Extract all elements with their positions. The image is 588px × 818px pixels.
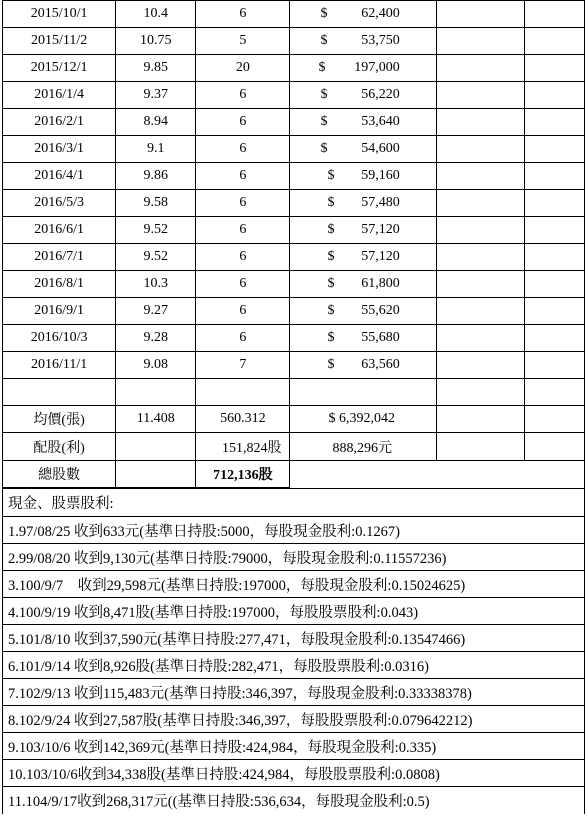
note-row (3, 544, 585, 571)
price-cell: 9.37 (116, 82, 196, 109)
amount-cell (290, 352, 436, 379)
dividend-shares: 151,824股 (196, 433, 290, 461)
currency-symbol: $ (318, 60, 326, 75)
table-row (3, 28, 585, 55)
average-quantity: 560.312 (196, 405, 290, 433)
date-cell: 2015/10/1 (3, 1, 116, 28)
amount-value: 59,160 (361, 168, 400, 183)
price-cell: 9.86 (116, 163, 196, 190)
empty-cell (436, 298, 524, 325)
dividend-row (3, 433, 585, 461)
note-row (3, 625, 585, 652)
table-row (3, 109, 585, 136)
empty-cell (436, 55, 524, 82)
average-row (3, 405, 585, 433)
date-cell: 2016/2/1 (3, 109, 116, 136)
price-cell: 8.94 (116, 109, 196, 136)
price-cell: 9.08 (116, 352, 196, 379)
note-text: 6.101/9/14 收到8,926股(基準日持股:282,471，每股股票股利:0.0316) (3, 652, 585, 679)
currency-symbol: $ (320, 114, 328, 129)
date-cell: 2016/10/3 (3, 325, 116, 352)
date-cell: 2016/9/1 (3, 298, 116, 325)
table-row (3, 271, 585, 298)
date-cell: 2016/8/1 (3, 271, 116, 298)
amount-cell (290, 136, 436, 163)
quantity-cell: 6 (196, 163, 290, 190)
quantity-cell: 7 (196, 352, 290, 379)
dividend-cash: 888,296元 (290, 433, 436, 461)
note-row (3, 517, 585, 544)
note-text: 3.100/9/7 收到29,598元(基準日持股:197000，每股現金股利:0.15024625) (3, 571, 585, 598)
quantity-cell: 6 (196, 109, 290, 136)
date-cell: 2016/1/4 (3, 82, 116, 109)
empty-cell (436, 163, 524, 190)
quantity-cell: 20 (196, 55, 290, 82)
currency-symbol: $ (327, 276, 335, 291)
date-cell: 2016/4/1 (3, 163, 116, 190)
amount-cell (290, 217, 436, 244)
amount-cell (290, 82, 436, 109)
amount-value: 54,600 (361, 141, 400, 156)
amount-value: 62,400 (361, 6, 400, 21)
quantity-cell: 6 (196, 190, 290, 217)
table-row (3, 298, 585, 325)
empty-cell (524, 1, 584, 28)
summary-section (3, 379, 585, 488)
amount-value: 57,120 (361, 249, 400, 264)
quantity-cell: 6 (196, 217, 290, 244)
empty-cell (436, 244, 524, 271)
empty-cell (524, 298, 584, 325)
amount-value: 57,480 (361, 195, 400, 210)
amount-value: 55,620 (361, 303, 400, 318)
date-cell: 2016/11/1 (3, 352, 116, 379)
note-row (3, 652, 585, 679)
price-cell: 10.75 (116, 28, 196, 55)
price-cell: 9.85 (116, 55, 196, 82)
currency-symbol: $ (327, 168, 335, 183)
quantity-cell: 6 (196, 136, 290, 163)
empty-cell (524, 244, 584, 271)
note-text: 4.100/9/19 收到8,471股(基準日持股:197000，每股股票股利:0.043) (3, 598, 585, 625)
empty-cell (524, 55, 584, 82)
empty-cell (436, 82, 524, 109)
currency-symbol: $ (327, 330, 335, 345)
amount-value: 197,000 (354, 60, 400, 75)
table-row (3, 217, 585, 244)
amount-cell (290, 1, 436, 28)
table-row (3, 82, 585, 109)
amount-cell (290, 190, 436, 217)
average-price: 11.408 (116, 405, 196, 433)
total-shares-label: 總股數 (3, 460, 116, 488)
empty-cell (436, 325, 524, 352)
amount-cell (290, 244, 436, 271)
amount-cell (290, 298, 436, 325)
quantity-cell: 5 (196, 28, 290, 55)
price-cell: 9.1 (116, 136, 196, 163)
amount-cell (290, 28, 436, 55)
empty-cell (524, 190, 584, 217)
empty-cell (524, 136, 584, 163)
total-shares-row (3, 460, 585, 488)
amount-cell (290, 163, 436, 190)
table-row (3, 136, 585, 163)
table-row (3, 244, 585, 271)
dividend-notes-body (3, 489, 585, 814)
dividend-notes (2, 488, 585, 814)
empty-cell (436, 136, 524, 163)
empty-cell (524, 163, 584, 190)
empty-cell (436, 271, 524, 298)
date-cell: 2015/11/2 (3, 28, 116, 55)
notes-header: 現金、股票股利: (3, 489, 585, 517)
empty-cell (524, 217, 584, 244)
quantity-cell: 6 (196, 271, 290, 298)
note-row (3, 679, 585, 706)
amount-cell (290, 271, 436, 298)
purchase-table-body (3, 1, 585, 379)
empty-cell (436, 1, 524, 28)
price-cell: 9.27 (116, 298, 196, 325)
purchase-table (2, 0, 585, 488)
dividend-label: 配股(利) (3, 433, 116, 461)
quantity-cell: 6 (196, 1, 290, 28)
average-amount: $ 6,392,042 (290, 405, 436, 433)
amount-value: 61,800 (361, 276, 400, 291)
total-shares-value: 712,136股 (196, 460, 290, 488)
note-row (3, 787, 585, 814)
empty-cell (524, 352, 584, 379)
note-text: 2.99/08/20 收到9,130元(基準日持股:79000，每股現金股利:0.11557236) (3, 544, 585, 571)
currency-symbol: $ (327, 303, 335, 318)
amount-value: 57,120 (361, 222, 400, 237)
empty-cell (524, 271, 584, 298)
amount-value: 55,680 (361, 330, 400, 345)
note-text: 10.103/10/6收到34,338股(基準日持股:424,984，每股股票股利:0.0808) (3, 760, 585, 787)
date-cell: 2016/5/3 (3, 190, 116, 217)
note-text: 9.103/10/6 收到142,369元(基準日持股:424,984，每股現金股利:0.335) (3, 733, 585, 760)
note-row (3, 571, 585, 598)
currency-symbol: $ (320, 141, 328, 156)
price-cell: 9.58 (116, 190, 196, 217)
price-cell: 9.52 (116, 217, 196, 244)
table-row (3, 190, 585, 217)
note-text: 7.102/9/13 收到115,483元(基準日持股:346,397，每股現金股利:0.33338378) (3, 679, 585, 706)
empty-cell (436, 217, 524, 244)
note-text: 8.102/9/24 收到27,587股(基準日持股:346,397，每股股票股利:0.079642212) (3, 706, 585, 733)
empty-cell (524, 82, 584, 109)
quantity-cell: 6 (196, 298, 290, 325)
empty-cell (436, 352, 524, 379)
note-text: 5.101/8/10 收到37,590元(基準日持股:277,471，每股現金股利:0.13547466) (3, 625, 585, 652)
empty-cell (436, 190, 524, 217)
empty-cell (436, 109, 524, 136)
blank-row (3, 379, 585, 406)
note-row (3, 598, 585, 625)
price-cell: 10.4 (116, 1, 196, 28)
quantity-cell: 6 (196, 325, 290, 352)
date-cell: 2016/3/1 (3, 136, 116, 163)
date-cell: 2016/6/1 (3, 217, 116, 244)
price-cell: 9.52 (116, 244, 196, 271)
currency-symbol: $ (320, 87, 328, 102)
stock-record-sheet (2, 0, 585, 814)
currency-symbol: $ (327, 249, 335, 264)
amount-value: 56,220 (361, 87, 400, 102)
note-text: 11.104/9/17收到268,317元((基準日持股:536,634，每股現金股利:0.5) (3, 787, 585, 814)
currency-symbol: $ (327, 222, 335, 237)
note-row (3, 733, 585, 760)
amount-value: 63,560 (361, 357, 400, 372)
empty-cell (436, 28, 524, 55)
amount-value: 53,750 (361, 33, 400, 48)
note-row (3, 760, 585, 787)
empty-cell (524, 109, 584, 136)
table-row (3, 163, 585, 190)
table-row (3, 325, 585, 352)
table-row (3, 1, 585, 28)
currency-symbol: $ (327, 357, 335, 372)
empty-cell (524, 325, 584, 352)
amount-cell (290, 55, 436, 82)
table-row (3, 352, 585, 379)
quantity-cell: 6 (196, 244, 290, 271)
currency-symbol: $ (327, 195, 335, 210)
notes-header-row (3, 489, 585, 517)
price-cell: 10.3 (116, 271, 196, 298)
currency-symbol: $ (320, 33, 328, 48)
date-cell: 2015/12/1 (3, 55, 116, 82)
quantity-cell: 6 (196, 82, 290, 109)
note-text: 1.97/08/25 收到633元(基準日持股:5000，每股現金股利:0.1267) (3, 517, 585, 544)
table-row (3, 55, 585, 82)
price-cell: 9.28 (116, 325, 196, 352)
date-cell: 2016/7/1 (3, 244, 116, 271)
note-row (3, 706, 585, 733)
amount-cell (290, 325, 436, 352)
currency-symbol: $ (320, 6, 328, 21)
amount-value: 53,640 (361, 114, 400, 129)
empty-cell (524, 28, 584, 55)
average-label: 均價(張) (3, 405, 116, 433)
amount-cell (290, 109, 436, 136)
